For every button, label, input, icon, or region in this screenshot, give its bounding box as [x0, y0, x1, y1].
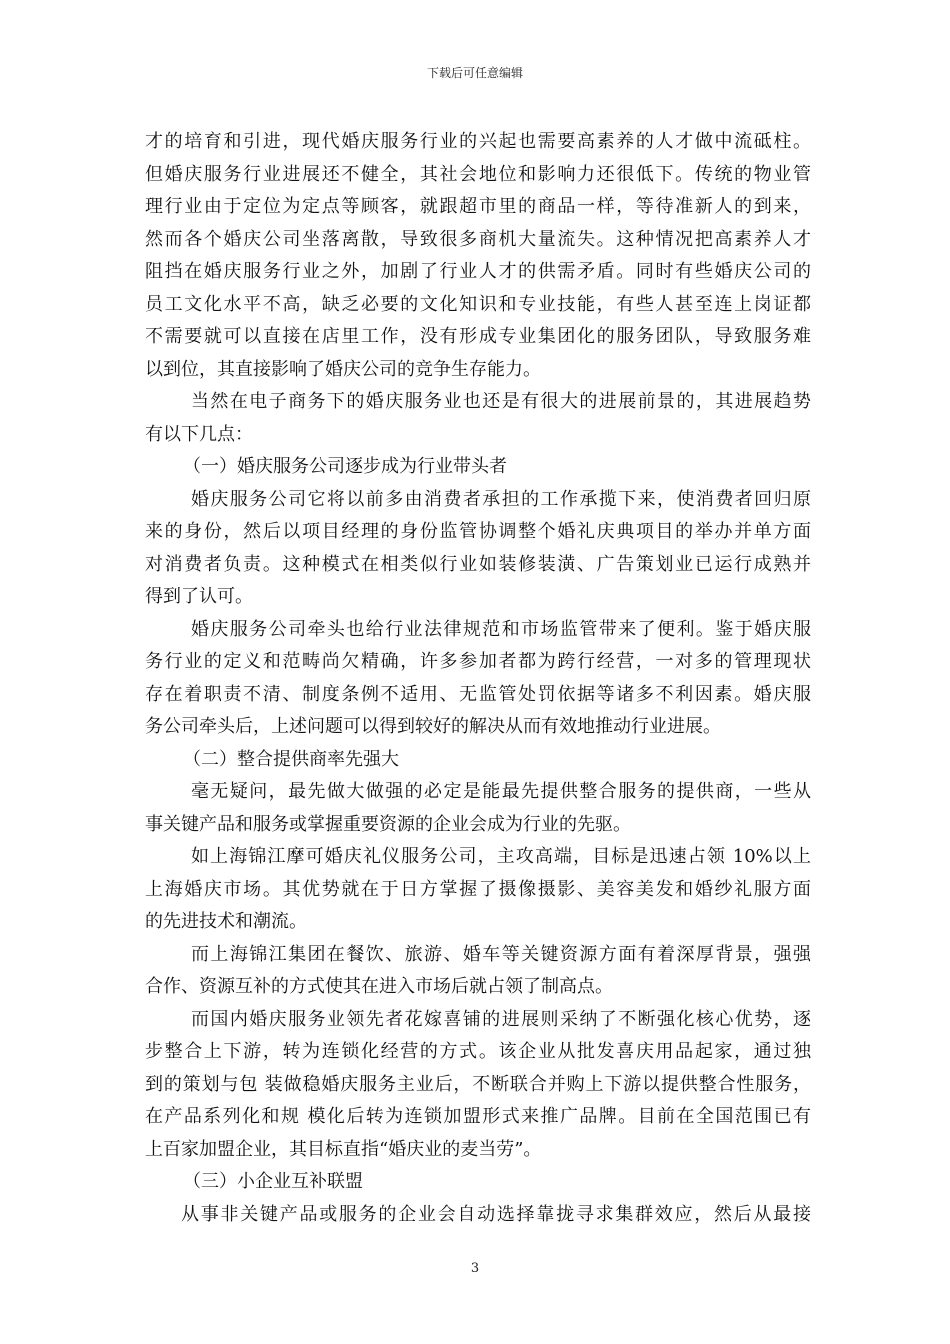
text-line: 毫无疑问，最先做大做强的必定是能最先提供整合服务的提供商，一些从: [191, 781, 811, 802]
text-line: 存在着职责不清、制度条例不适用、无监管处罚依据等诸多不利因素。婚庆服: [145, 683, 811, 705]
text-line: 上海婚庆市场。其优势就在于日方掌握了摄像摄影、美容美发和婚纱礼服方面: [145, 878, 811, 900]
text-line: 到的策划与包 装做稳婚庆服务主业后，不断联合并购上下游以提供整合性服务，: [145, 1073, 811, 1095]
text-line: 阻挡在婚庆服务行业之外，加剧了行业人才的供需矛盾。同时有些婚庆公司的: [145, 261, 811, 282]
text-line: 得到了认可。: [145, 586, 253, 607]
text-line: 步整合上下游，转为连锁化经营的方式。该企业从批发喜庆用品起家，通过独: [145, 1041, 811, 1062]
text-line: （三）小企业互补联盟: [183, 1171, 363, 1192]
text-line: 以到位，其直接影响了婚庆公司的竞争生存能力。: [145, 358, 541, 380]
text-line: 员工文化水平不高，缺乏必要的文化知识和专业技能，有些人甚至连上岗证都: [145, 293, 811, 315]
page-number: 3: [470, 1261, 480, 1276]
text-line: 有以下几点：: [145, 423, 253, 445]
text-line: 事关键产品和服务或掌握重要资源的企业会成为行业的先驱。: [145, 813, 631, 835]
text-line: 不需要就可以直接在店里工作，没有形成专业集团化的服务团队，导致服务难: [145, 326, 811, 347]
text-line: 上百家加盟企业，其目标直指“婚庆业的麦当劳”。: [145, 1138, 542, 1160]
text-line: （二）整合提供商率先强大: [183, 748, 399, 770]
text-line: （一）婚庆服务公司逐步成为行业带头者: [183, 456, 507, 477]
text-line: 但婚庆服务行业进展还不健全，其社会地位和影响力还很低下。传统的物业管: [145, 163, 811, 185]
text-line: 的先进技术和潮流。: [145, 911, 307, 932]
text-line: 务公司牵头后，上述问题可以得到较好的解决从而有效地推动行业进展。: [145, 716, 721, 737]
text-line: 才的培育和引进，现代婚庆服务行业的兴起也需要高素养的人才做中流砥柱。: [145, 131, 811, 152]
text-line: 而上海锦江集团在餐饮、旅游、婚车等关键资源方面有着深厚背景，强强: [191, 943, 811, 965]
text-line: 务行业的定义和范畴尚欠精确，许多参加者都为跨行经营，一对多的管理现状: [145, 651, 811, 672]
text-line: 而国内婚庆服务业领先者花嫁喜铺的进展则采纳了不断强化核心优势，逐: [191, 1008, 811, 1030]
text-line: 从事非关键产品或服务的企业会自动选择靠拢寻求集群效应，然后从最接: [181, 1203, 811, 1225]
text-line: 然而各个婚庆公司坐落离散，导致很多商机大量流失。这种情况把高素养人才: [145, 228, 811, 250]
text-line: 对消费者负责。这种模式在相类似行业如装修装潢、广告策划业已运行成熟并: [145, 553, 811, 575]
text-line: 婚庆服务公司牵头也给行业法律规范和市场监管带来了便利。鉴于婚庆服: [191, 618, 811, 640]
text-line: 当然在电子商务下的婚庆服务业也还是有很大的进展前景的，其进展趋势: [191, 391, 811, 412]
text-line: 婚庆服务公司它将以前多由消费者承担的工作承揽下来，使消费者回归原: [191, 488, 811, 510]
text-line: 合作、资源互补的方式使其在进入市场后就占领了制高点。: [145, 976, 613, 997]
text-line: 来的身份，然后以项目经理的身份监管协调整个婚礼庆典项目的举办并单方面: [145, 521, 811, 542]
document-body: [145, 126, 811, 1231]
page-header: 下载后可任意编辑: [426, 66, 523, 80]
text-line: 如上海锦江摩可婚庆礼仪服务公司，主攻高端，目标是迅速占领 10%以上: [191, 846, 811, 867]
text-line: 理行业由于定位为定点等顾客，就跟超市里的商品一样，等待准新人的到来，: [145, 196, 811, 217]
text-line: 在产品系列化和规 模化后转为连锁加盟形式来推广品牌。目前在全国范围已有: [145, 1106, 811, 1127]
